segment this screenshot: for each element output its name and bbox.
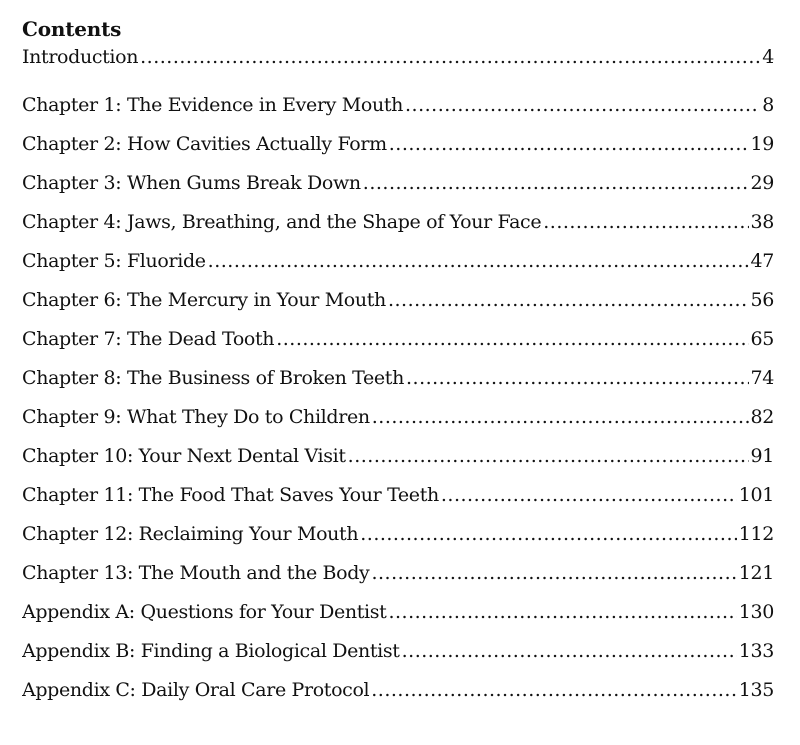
toc-entry-appendix-a[interactable] xyxy=(22,593,774,632)
toc-entry-label: Appendix C: Daily Oral Care Protocol xyxy=(22,679,370,701)
toc-entry-page: 47 xyxy=(750,250,774,272)
toc-entry-label: Chapter 13: The Mouth and the Body xyxy=(22,562,370,584)
toc-entry-page: 4 xyxy=(762,47,774,67)
toc-entry-label: Chapter 11: The Food That Saves Your Teeth xyxy=(22,484,439,506)
toc-entry-page: 112 xyxy=(738,523,774,545)
toc-entry-page: 133 xyxy=(738,640,774,662)
toc-entry-page: 91 xyxy=(750,445,774,467)
dot-leader xyxy=(208,242,749,281)
dot-leader xyxy=(348,437,749,476)
toc-entry-page: 101 xyxy=(738,484,774,506)
dot-leader xyxy=(402,632,737,671)
dot-leader xyxy=(406,359,749,398)
toc-entry-label: Appendix A: Questions for Your Dentist xyxy=(22,601,387,623)
toc-entry-chapter-6[interactable] xyxy=(22,281,774,320)
dot-leader xyxy=(140,47,760,67)
toc-entry-page: 74 xyxy=(750,367,774,389)
toc-entry-label: Chapter 7: The Dead Tooth xyxy=(22,328,275,350)
toc-entry-page: 82 xyxy=(750,406,774,428)
toc-entry-chapter-2[interactable] xyxy=(22,125,774,164)
toc-entry-label: Chapter 1: The Evidence in Every Mouth xyxy=(22,94,403,116)
dot-leader xyxy=(388,593,736,632)
toc-entry-page: 130 xyxy=(738,601,774,623)
dot-leader xyxy=(371,671,737,710)
toc-entry-label: Chapter 12: Reclaiming Your Mouth xyxy=(22,523,359,545)
toc-entry-page: 135 xyxy=(738,679,774,701)
dot-leader xyxy=(371,554,736,593)
dot-leader xyxy=(543,203,748,242)
toc-entry-appendix-c[interactable] xyxy=(22,671,774,710)
toc-entry-chapter-3[interactable] xyxy=(22,164,774,203)
dot-leader xyxy=(405,86,760,125)
toc-entry-chapter-4[interactable] xyxy=(22,203,774,242)
table-of-contents xyxy=(22,14,774,710)
dot-leader xyxy=(372,398,749,437)
toc-entry-label: Chapter 5: Fluoride xyxy=(22,250,206,272)
toc-entry-label: Chapter 3: When Gums Break Down xyxy=(22,172,361,194)
toc-entry-chapter-7[interactable] xyxy=(22,320,774,359)
toc-entry-introduction[interactable] xyxy=(22,47,774,67)
toc-entry-chapter-1[interactable] xyxy=(22,86,774,125)
toc-entry-chapter-9[interactable] xyxy=(22,398,774,437)
toc-entry-page: 19 xyxy=(750,133,774,155)
toc-entry-chapter-13[interactable] xyxy=(22,554,774,593)
toc-entry-label: Chapter 2: How Cavities Actually Form xyxy=(22,133,387,155)
toc-entry-page: 8 xyxy=(762,94,774,116)
toc-entry-page: 56 xyxy=(750,289,774,311)
toc-entry-chapter-10[interactable] xyxy=(22,437,774,476)
dot-leader xyxy=(276,320,748,359)
dot-leader xyxy=(441,476,737,515)
toc-entry-label: Chapter 4: Jaws, Breathing, and the Shape of Your Face xyxy=(22,211,542,233)
dot-leader xyxy=(360,515,737,554)
toc-entry-chapter-12[interactable] xyxy=(22,515,774,554)
toc-entry-chapter-8[interactable] xyxy=(22,359,774,398)
toc-entry-label: Chapter 9: What They Do to Children xyxy=(22,406,370,428)
toc-entry-chapter-11[interactable] xyxy=(22,476,774,515)
toc-entry-page: 29 xyxy=(750,172,774,194)
toc-entry-page: 65 xyxy=(750,328,774,350)
toc-entry-label: Appendix B: Finding a Biological Dentist xyxy=(22,640,400,662)
toc-entry-page: 38 xyxy=(750,211,774,233)
toc-list xyxy=(22,47,774,710)
toc-entry-label: Introduction xyxy=(22,47,139,67)
dot-leader xyxy=(389,125,749,164)
toc-entry-label: Chapter 10: Your Next Dental Visit xyxy=(22,445,346,467)
dot-leader xyxy=(363,164,749,203)
toc-entry-page: 121 xyxy=(738,562,774,584)
toc-entry-chapter-5[interactable] xyxy=(22,242,774,281)
contents-heading: Contents xyxy=(22,17,122,41)
toc-entry-label: Chapter 8: The Business of Broken Teeth xyxy=(22,367,404,389)
toc-entry-label: Chapter 6: The Mercury in Your Mouth xyxy=(22,289,386,311)
dot-leader xyxy=(388,281,749,320)
toc-entry-appendix-b[interactable] xyxy=(22,632,774,671)
